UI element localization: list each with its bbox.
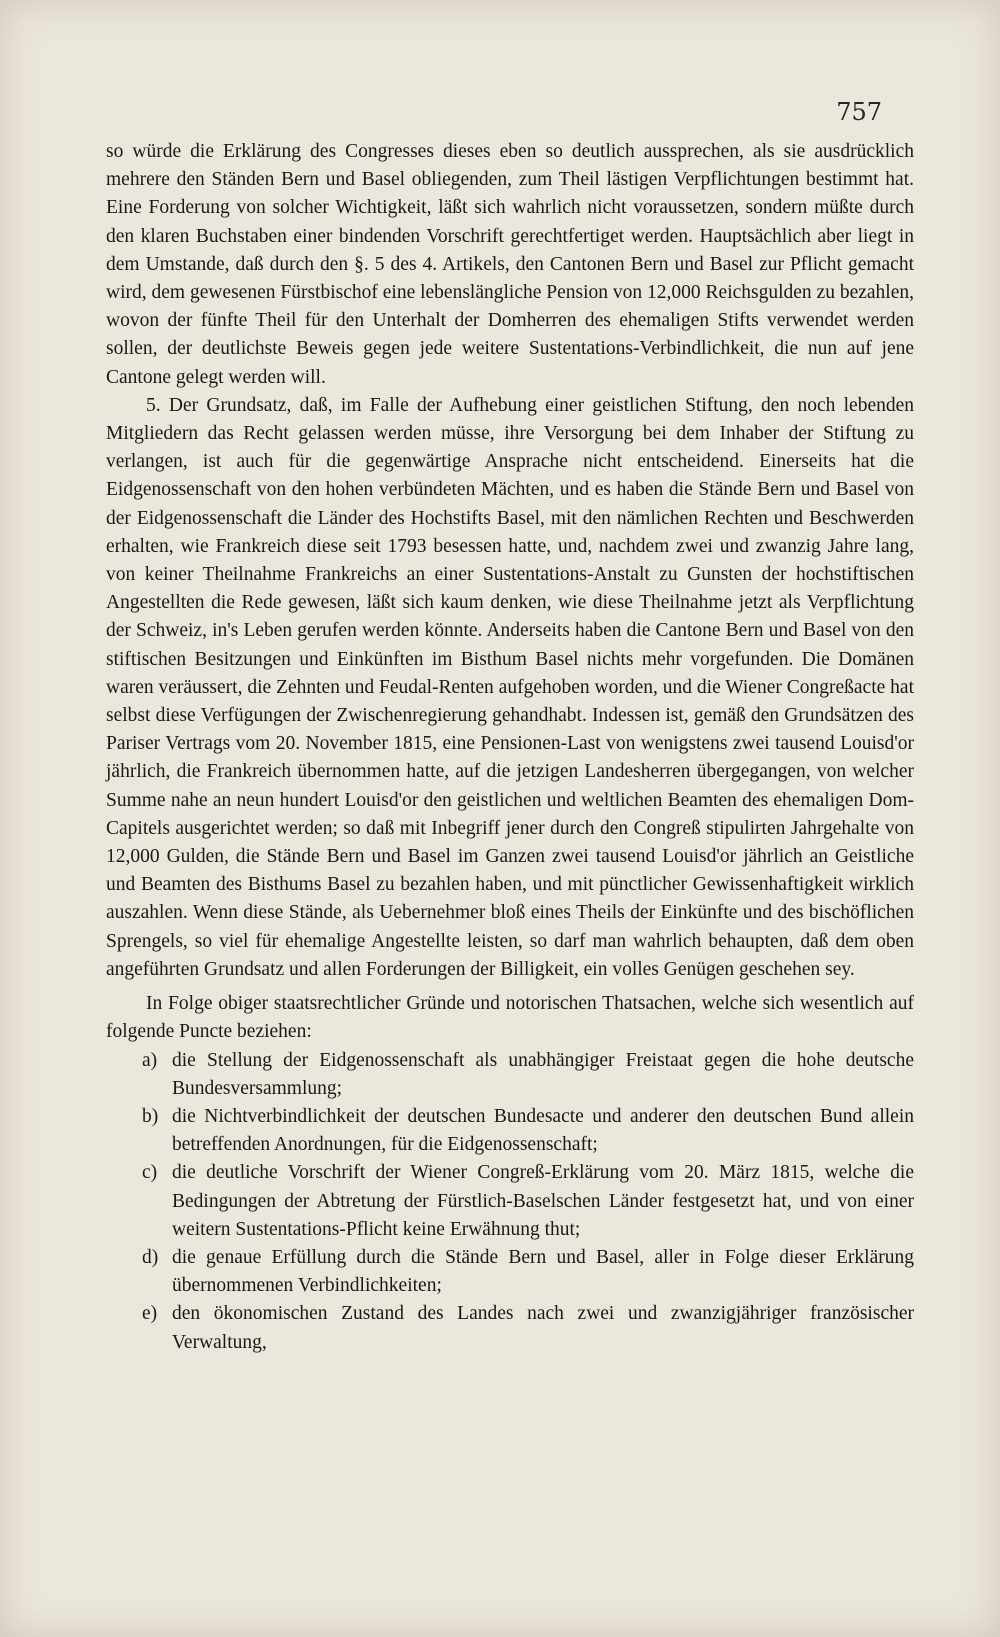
list-item-b	[106, 1103, 914, 1159]
list-marker: c)	[142, 1162, 158, 1184]
paragraph-1: so würde die Erklärung des Congresses dieses eben so deutlich aussprechen, als sie ausdrücklich mehrere den Ständen Bern und Basel obliegenden, zum Theil lästigen Verpflichtungen bestimmt hat. Eine Forderung von solcher Wichtigkeit, läßt sich wahrlich nicht voraussetzen, sondern müßte durch den klaren Buchstaben einer bindenden Vorschrift gerechtfertiget werden. Hauptsächlich aber liegt in dem Umstande, daß durch den §. 5 des 4. Artikels, den Cantonen Bern und Basel zur Pflicht gemacht wird, dem gewesenen Fürstbischof eine lebenslängliche Pension von 12,000 Reichsgulden zu bezahlen, wovon der fünfte Theil für den Unterhalt der Domherren des ehemaligen Stifts verwendet werden sollen, der deutlichste Beweis gegen jede weitere Sustentations-Verbindlichkeit, die nun auf jene Cantone gelegt werden will.	[106, 141, 914, 388]
list-marker: b)	[142, 1105, 159, 1127]
list-item-d	[106, 1244, 914, 1300]
list-item-text: die Stellung der Eidgenossenschaft als unabhängiger Freistaat gegen die hohe deutsche Bundesversammlung;	[172, 1049, 914, 1099]
list-marker: e)	[142, 1303, 158, 1325]
list-item-text: die deutliche Vorschrift der Wiener Congreß-Erklärung vom 20. März 1815, welche die Bedingungen der Abtretung der Fürstlich-Baselschen Länder festgesetzt hat, und von einer weitern Sustentations-Pflicht keine Erwähnung thut;	[172, 1162, 914, 1240]
list-item-e	[106, 1300, 914, 1356]
list-marker: d)	[142, 1246, 159, 1268]
list-item-text: die genaue Erfüllung durch die Stände Bern und Basel, aller in Folge dieser Erklärung übernommenen Verbindlichkeiten;	[172, 1246, 914, 1297]
list-item-text: den ökonomischen Zustand des Landes nach zwei und zwanzigjähriger französischer Verwaltung,	[172, 1303, 914, 1353]
list-item-c	[106, 1159, 914, 1244]
paragraph-3: In Folge obiger staatsrechtlicher Gründe und notorischen Thatsachen, welche sich wesentlich auf folgende Puncte beziehen:	[106, 993, 914, 1043]
list-marker: a)	[142, 1049, 158, 1071]
paragraph-2: 5. Der Grundsatz, daß, im Falle der Aufhebung einer geistlichen Stiftung, den noch lebenden Mitgliedern das Recht gelassen werden müsse, ihre Versorgung bei dem Inhaber der Stiftung zu verlangen, ist auch für die gegenwärtige Ansprache nicht entscheidend. Einerseits hat die Eidgenossenschaft von den hohen verbündeten Mächten, und es haben die Stände Bern und Basel von der Eidgenossenschaft die Länder des Hochstifts Basel, mit den nämlichen Rechten und Beschwerden erhalten, wie Frankreich diese seit 1793 besessen hatte, und, nachdem zwei und zwanzig Jahre lang, von keiner Theilnahme Frankreichs an einer Sustentations-Anstalt zu Gunsten der hochstiftischen Angestellten die Rede gewesen, läßt sich kaum denken, wie diese Theilnahme jetzt als Verpflichtung der Schweiz, in's Leben gerufen werden könnte. Anderseits haben die Cantone Bern und Basel von den stiftischen Besitzungen und Einkünften im Bisthum Basel nichts mehr vorgefunden. Die Domänen waren veräussert, die Zehnten und Feudal-Renten aufgehoben worden, und die Wiener Congreßacte hat selbst diese Verfügungen der Zwischenregierung gehandhabt. Indessen ist, gemäß den Grundsätzen des Pariser Vertrags vom 20. November 1815, eine Pensionen-Last von wenigstens zwei tausend Louisd'or jährlich, die Frankreich übernommen hatte, auf die jetzigen Landesherren übergegangen, von welcher Summe nahe an neun hundert Louisd'or den geistlichen und weltlichen Beamten des ehemaligen Dom-Capitels ausgerichtet werden; so daß mit Inbegriff jener durch den Congreß stipulirten Jahrgehalte von 12,000 Gulden, die Stände Bern und Basel im Ganzen zwei tausend Louisd'or jährlich an Geistliche und Beamten des Bisthums Basel zu bezahlen haben, und mit pünctlicher Gewissenhaftigkeit wirklich auszahlen. Wenn diese Stände, als Uebernehmer bloß eines Theils der Einkünfte und des bischöflichen Sprengels, so viel für ehemalige Angestellte leisten, so darf man wahrlich behaupten, daß dem oben angeführten Grundsatz und allen Forderungen der Billigkeit, ein volles Genügen geschehen sey.	[106, 394, 914, 980]
points-list	[106, 1047, 914, 1357]
list-item-text: die Nichtverbindlichkeit der deutschen Bundesacte und anderer den deutschen Bund allein betreffenden Anordnungen, für die Eidgenossenschaft;	[172, 1105, 914, 1156]
page-body	[106, 138, 914, 1357]
page-number: 757	[836, 98, 882, 126]
list-item-a	[106, 1047, 914, 1103]
